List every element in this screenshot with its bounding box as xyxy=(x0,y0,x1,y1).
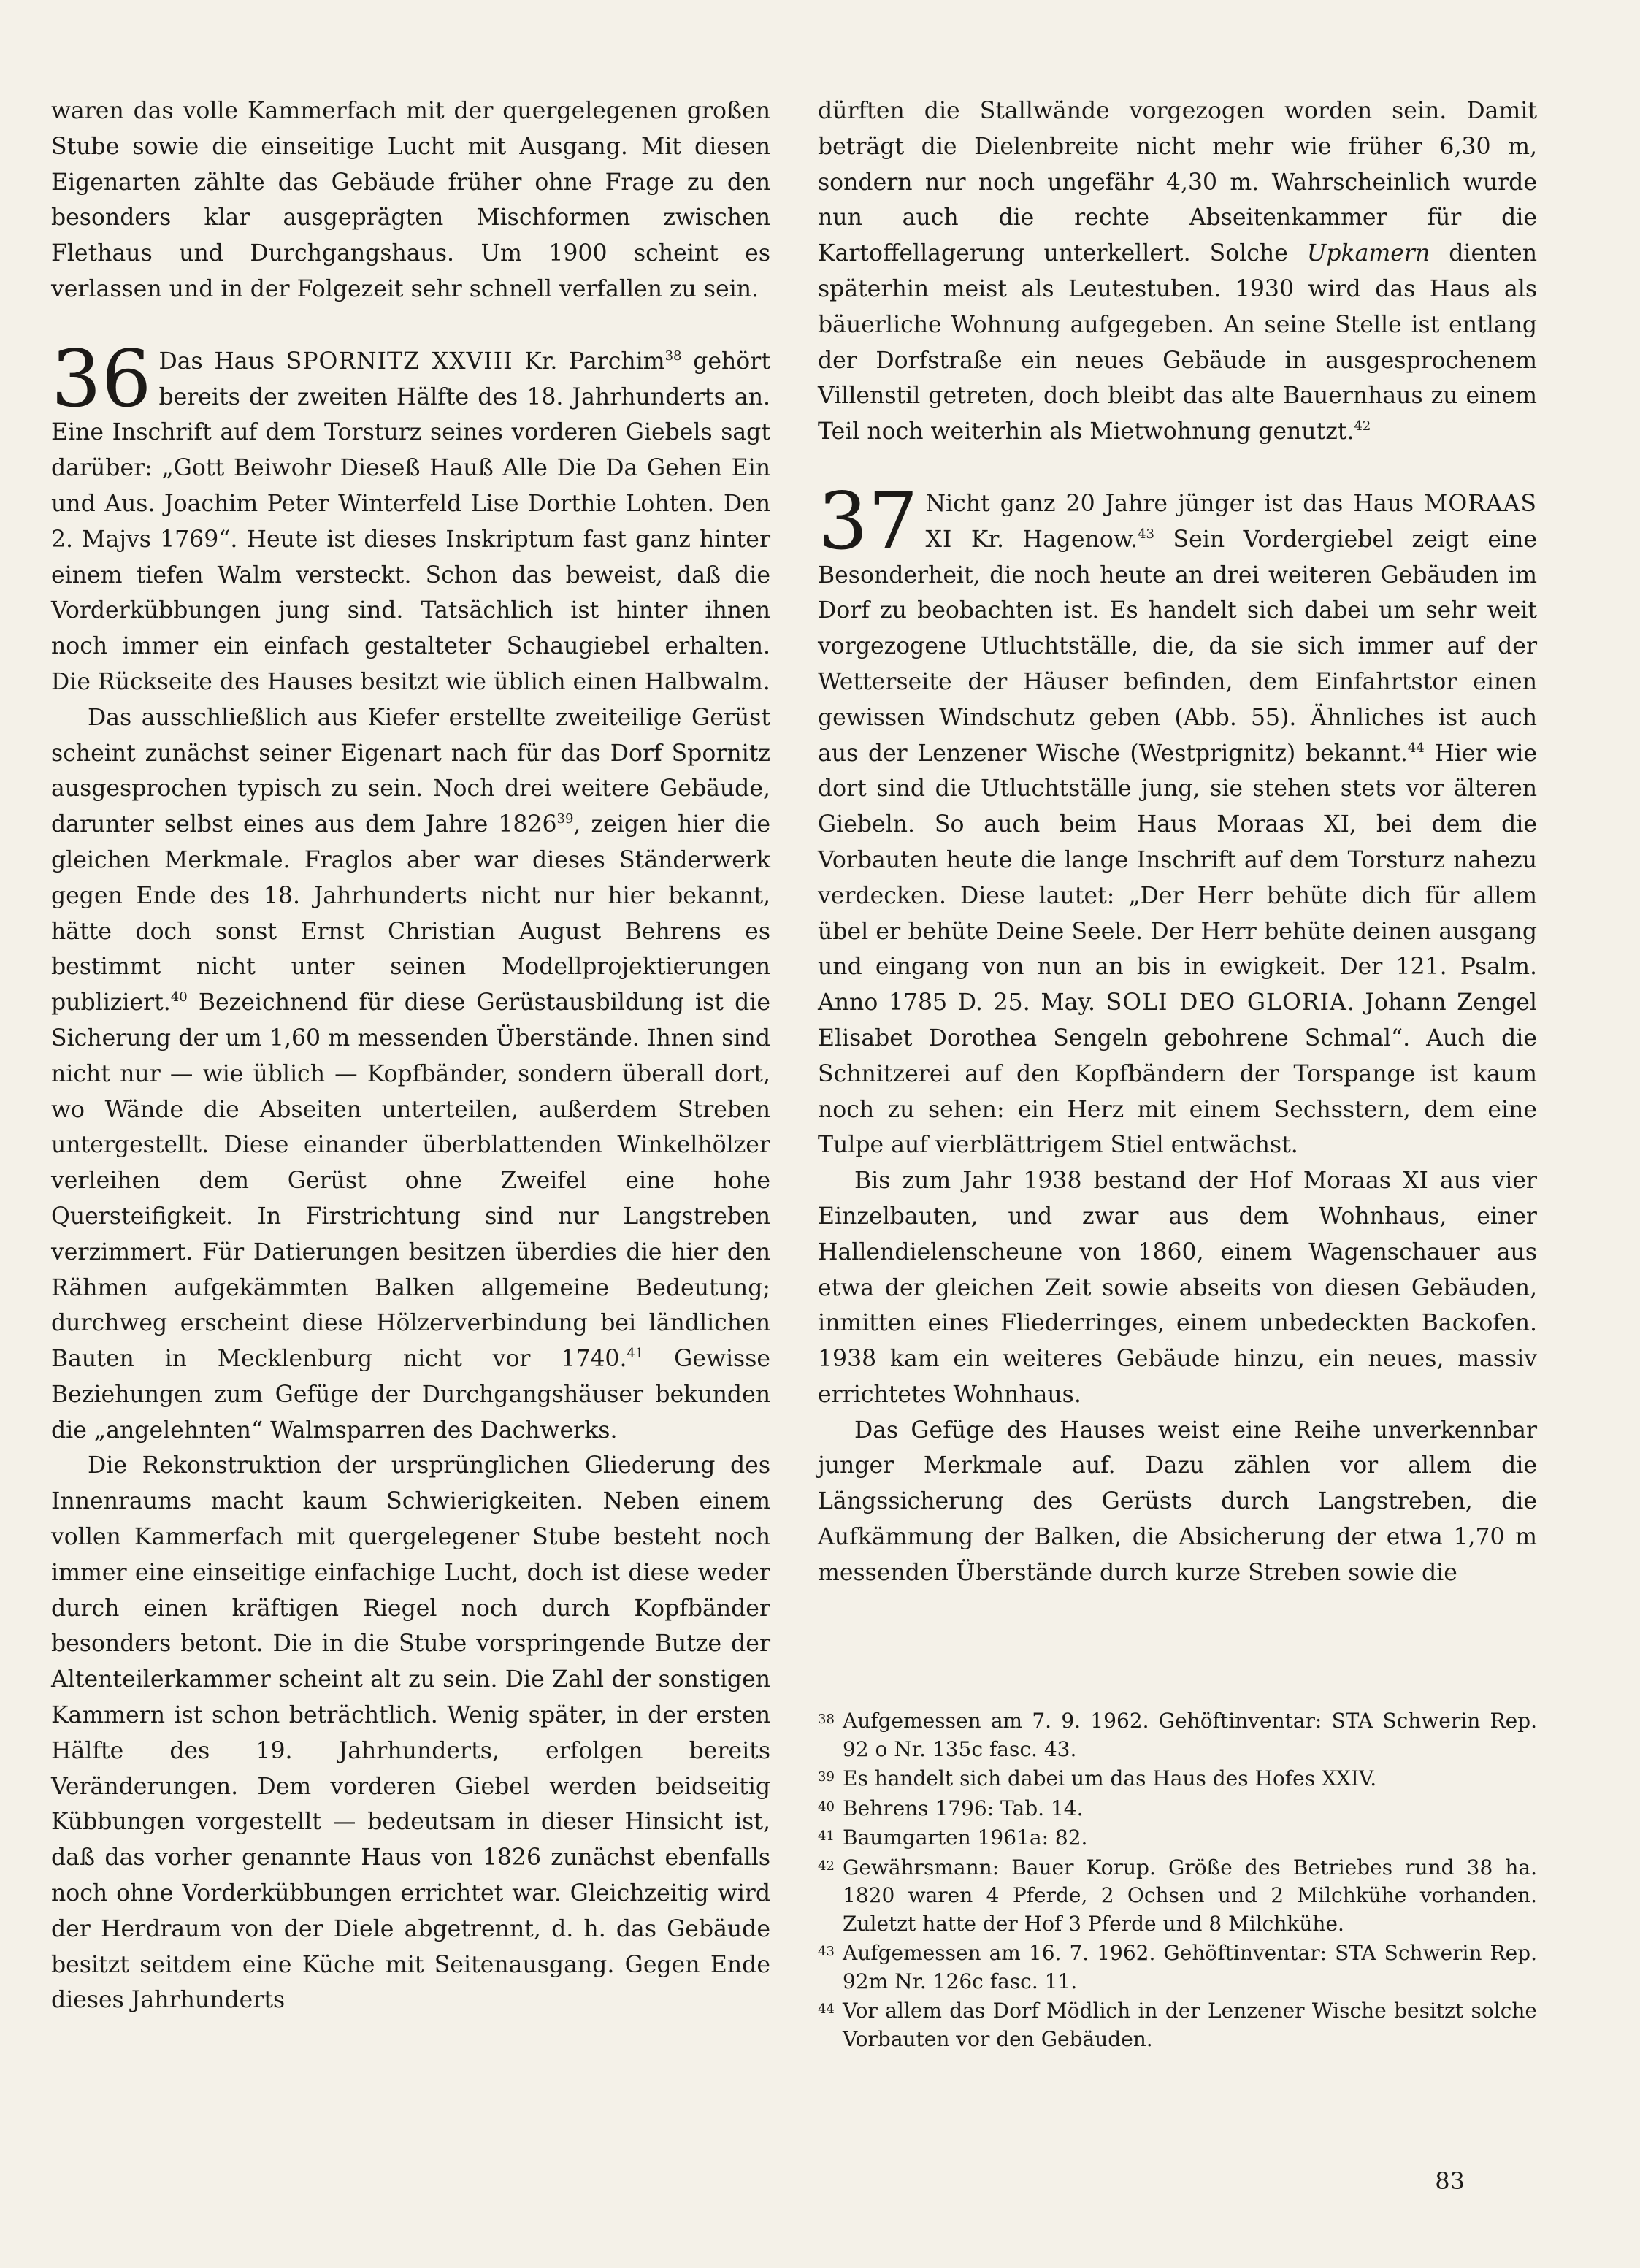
page-number: 83 xyxy=(1435,2167,1465,2195)
section-37-paragraph xyxy=(818,475,1537,1163)
paragraph xyxy=(51,700,770,1449)
paragraph: Die Rekonstruktion der ursprünglichen Gliederung des Innenraums macht kaum Schwierigkeiten. Neben einem vollen Kammerfach mit quergelegener Stube besteht noch immer eine einseitige einfachige Lucht, doch ist diese weder durch einen kräftigen Riegel noch durch Kopfbänder besonders betont. Die in die Stube vorspringende Butze der Altenteilerkammer scheint alt zu sein. Die Zahl der sonstigen Kammern ist schon beträchtlich. Wenig später, in der ersten Hälfte des 19. Jahrhunderts, erfolgen bereits Veränderungen. Dem vorderen Giebel werden beidseitig Kübbungen vorgestellt — bedeutsam in dieser Hinsicht ist, daß das vorher genannte Haus von 1826 zunächst ebenfalls noch ohne Vorderkübbungen errichtet war. Gleichzeitig wird der Herdraum von der Diele abgetrennt, d. h. das Gebäude besitzt seitdem eine Küche mit Seitenausgang. Gegen Ende dieses Jahrhunderts xyxy=(51,1452,770,2014)
text-run: Das ausschließlich aus Kiefer erstellte zweiteilige Gerüst scheint zunächst seiner Eigenart nach für das Dorf Spornitz ausgesprochen typisch zu sein. Noch drei weitere Gebäude, darunter selbst eines aus dem Jahre 1826 xyxy=(51,704,770,838)
inscription-caps: SOLI DEO GLORIA xyxy=(1106,989,1347,1016)
text-run: Bezeichnend für diese Gerüstausbildung ist die Sicherung der um 1,60 m messenden Überstände. Ihnen sind nicht nur — wie üblich — Kopfbänder, sondern überall dort, wo Wände die Abseiten unterteilen, außerdem Streben untergestellt. Diese einander überblattenden Winkelhölzer verleihen dem Gerüst ohne Zweifel eine hohe Quersteifigkeit. In Firstrichtung sind nur Langstreben verzimmert. Für Datierungen besitzen überdies die hier den Rähmen aufgekämmten Balken allgemeine Bedeutung; durchweg erscheint diese Hölzerverbindung bei ländlichen Bauten in Mecklenburg nicht vor 1740. xyxy=(51,989,770,1373)
text-run: dienten späterhin meist als Leutestuben. 1930 wird das Haus als bäuerliche Wohnung aufgegeben. An seine Stelle ist entlang der Dorfstraße ein neues Gebäude in ausgesprochenem Villenstil getreten, doch bleibt das alte Bauernhaus zu einem Teil noch weiterhin als Mietwohnung genutzt. xyxy=(818,240,1537,445)
paragraph: waren das volle Kammerfach mit der quergelegenen großen Stube sowie die einseitige Lucht mit Ausgang. Mit diesen Eigenarten zählte das Gebäude früher ohne Frage zu den besonders klar ausgeprägten Mischformen zwischen Flethaus und Durchgangshaus. Um 1900 scheint es verlassen und in der Folgezeit sehr schnell verfallen zu sein. xyxy=(51,98,770,302)
footnote-ref: 38 xyxy=(664,348,682,364)
footnote xyxy=(818,1795,1537,1823)
footnote-ref: 43 xyxy=(1138,526,1154,542)
footnotes xyxy=(818,1707,1537,2055)
paragraph: Das Gefüge des Hauses weist eine Reihe unverkennbar junger Merkmale auf. Dazu zählen vor allem die Längssicherung des Gerüsts durch Langstreben, die Aufkämmung der Balken, die Absicherung der etwa 1,70 m messenden Überstände durch kurze Streben sowie die xyxy=(818,1417,1537,1586)
footnote xyxy=(818,1939,1537,1996)
text-run: Kr. Parchim xyxy=(513,348,665,375)
section-number: 37 xyxy=(818,475,919,567)
text-run: Sein Vordergiebel zeigt eine Besonderheit, die noch heute an drei weiteren Gebäuden im Dorf zu beobachten ist. Es handelt sich dabei um sehr weit vorgezogene Utluchtställe, die, da sie sich immer auf der Wetterseite der Häuser befinden, dem Einfahrtstor einen gewissen Windschutz geben (Abb. 55). Ähnliches ist auch aus der Lenzener Wische (Westprignitz) bekannt. xyxy=(818,526,1537,767)
footnote xyxy=(818,1765,1537,1793)
text-run: Nicht ganz 20 Jahre jünger ist das Haus xyxy=(925,490,1425,517)
text-run: . Johann Zengel Elisabet Dorothea Sengeln gebohrene Schmal“. Auch die Schnitzerei auf den Kopfbändern der Torspange ist kaum noch zu sehen: ein Herz mit einem Sechsstern, dem eine Tulpe auf vierblättrigem Stiel entwächst. xyxy=(818,989,1537,1159)
footnote-text: Es handelt sich dabei um das Haus des Hofes XXIV. xyxy=(843,1766,1377,1790)
footnote-number: 39 xyxy=(818,1769,835,1785)
footnote-text: Aufgemessen am 16. 7. 1962. Gehöftinventar: STA Schwerin Rep. 92m Nr. 126c fasc. 11. xyxy=(843,1941,1537,1993)
paragraph xyxy=(818,93,1537,450)
footnote-ref: 40 xyxy=(170,989,188,1005)
footnote xyxy=(818,1707,1537,1763)
footnote-number: 44 xyxy=(818,2001,835,2017)
footnote-ref: 42 xyxy=(1354,418,1371,434)
footnote-number: 41 xyxy=(818,1828,835,1844)
footnote-number: 38 xyxy=(818,1712,835,1727)
footnote-text: Aufgemessen am 7. 9. 1962. Gehöftinventar: STA Schwerin Rep. 92 o Nr. 135c fasc. 43. xyxy=(843,1709,1537,1761)
text-run: dürften die Stallwände vorgezogen worden sein. Damit beträgt die Dielenbreite nicht mehr wie früher 6,30 m, sondern nur noch ungefähr 4,30 m. Wahrscheinlich wurde nun auch die rechte Abseitenkammer für die Kartoffellagerung unterkellert. Solche xyxy=(818,98,1537,267)
footnote-ref: 41 xyxy=(627,1346,644,1362)
footnote-ref: 39 xyxy=(556,811,574,827)
footnote xyxy=(818,1854,1537,1939)
footnote xyxy=(818,1824,1537,1853)
place-name: SPORNITZ XXVIII xyxy=(286,348,513,375)
footnote-number: 43 xyxy=(818,1944,835,1959)
left-column xyxy=(51,93,770,2018)
section-36-paragraph xyxy=(51,333,770,700)
footnote-text: Behrens 1796: Tab. 14. xyxy=(843,1796,1084,1820)
footnote-text: Baumgarten 1961a: 82. xyxy=(843,1825,1088,1850)
italic-term: Upkamern xyxy=(1306,240,1430,267)
place-name: MORAAS XI xyxy=(925,490,1537,553)
right-column xyxy=(818,93,1537,1591)
text-run: Das Haus xyxy=(158,348,286,375)
paragraph: Bis zum Jahr 1938 bestand der Hof Moraas XI aus vier Einzelbauten, und zwar aus dem Wohnhaus, einer Hallendielenscheune von 1860, einem Wagenschauer aus etwa der gleichen Zeit sowie abseits von diesen Gebäuden, inmitten eines Fliederringes, einem unbedeckten Backofen. 1938 kam ein weiteres Gebäude hinzu, ein neues, massiv errichtetes Wohnhaus. xyxy=(818,1168,1537,1408)
text-run: Gewisse Beziehungen zum Gefüge der Durchgangshäuser bekunden die „angelehnten“ Walmsparren des Dachwerks. xyxy=(51,1346,770,1444)
footnote-ref: 44 xyxy=(1407,740,1425,756)
text-run: Kr. Hagenow. xyxy=(952,526,1138,553)
footnote-text: Vor allem das Dorf Mödlich in der Lenzener Wische besitzt solche Vorbauten vor den Gebäuden. xyxy=(843,1999,1537,2051)
section-number: 36 xyxy=(51,333,152,425)
text-run: , zeigen hier die gleichen Merkmale. Fraglos aber war dieses Ständerwerk gegen Ende des 18. Jahrhunderts nicht nur hier bekannt, hätte doch sonst Ernst Christian August Behrens es bestimmt nicht unter seinen Modellprojektierungen publiziert. xyxy=(51,811,770,1016)
text-run: gehört bereits der zweiten Hälfte des 18. Jahrhunderts an. Eine Inschrift auf dem Torsturz seines vorderen Giebels sagt darüber: „Gott Beiwohr Dieseß Hauß Alle Die Da Gehen Ein und Aus. Joachim Peter Winterfeld Lise Dorthie Lohten. Den 2. Majvs 1769“. Heute ist dieses Inskriptum fast ganz hinter einem tiefen Walm versteckt. Schon das beweist, daß die Vorderkübbungen jung sind. Tatsächlich ist hinter ihnen noch immer ein einfach gestalteter Schaugiebel erhalten. Die Rückseite des Hauses besitzt wie üblich einen Halbwalm. xyxy=(51,348,770,695)
footnote-number: 40 xyxy=(818,1798,835,1815)
footnote xyxy=(818,1997,1537,2053)
footnote-text: Gewährsmann: Bauer Korup. Größe des Betriebes rund 38 ha. 1820 waren 4 Pferde, 2 Ochsen und 2 Milchkühe vorhanden. Zuletzt hatte der Hof 3 Pferde und 8 Milchkühe. xyxy=(843,1855,1537,1936)
text-run: Hier wie dort sind die Utluchtställe jung, sie stehen stets vor älteren Giebeln. So auch beim Haus Moraas XI, bei dem die Vorbauten heute die lange Inschrift auf dem Torsturz nahezu verdecken. Diese lautet: „Der Herr behüte dich für allem übel er behüte Deine Seele. Der Herr behüte deinen ausgang und eingang von nun an bis in ewigkeit. Der 121. Psalm. Anno 1785 D. 25. May. xyxy=(818,740,1537,1016)
footnote-number: 42 xyxy=(818,1858,835,1874)
